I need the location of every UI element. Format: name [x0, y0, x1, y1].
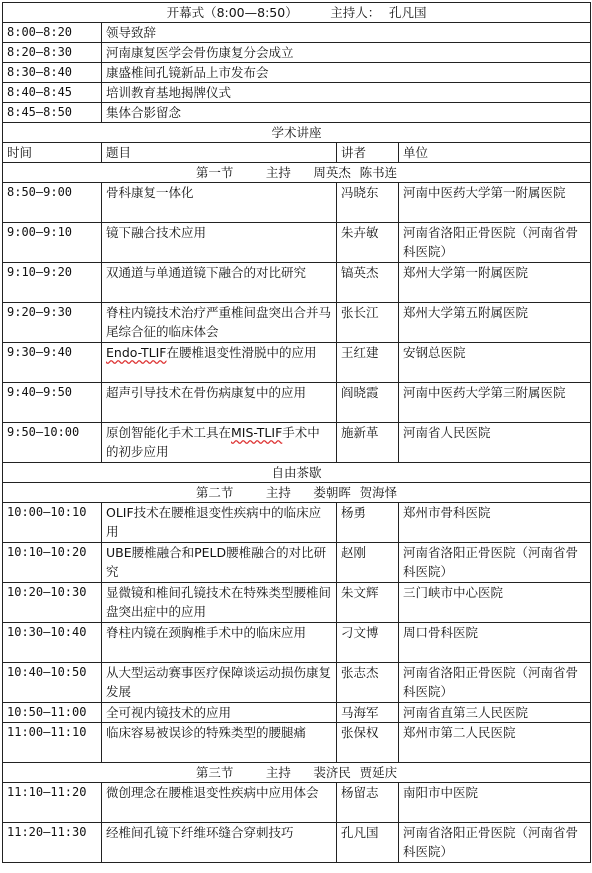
section-host-label: 主持 — [265, 765, 291, 780]
talk-speaker: 张长江 — [337, 303, 399, 343]
opening-item-title: 领导致辞 — [102, 23, 591, 43]
talk-title: 双通道与单通道镜下融合的对比研究 — [102, 263, 337, 303]
column-header-row — [3, 143, 591, 163]
talk-unit: 河南省洛阳正骨医院（河南省骨科医院） — [399, 543, 591, 583]
talk-time: 11:20—11:30 — [3, 823, 102, 863]
talk-speaker: 镐英杰 — [337, 263, 399, 303]
talk-title: 超声引导技术在骨伤病康复中的应用 — [102, 383, 337, 423]
talk-speaker: 张保权 — [337, 723, 399, 763]
talk-row — [3, 623, 591, 663]
section-1-banner — [3, 163, 591, 183]
talk-title: 脊柱内镜在颈胸椎手术中的临床应用 — [102, 623, 337, 663]
talk-unit: 河南省洛阳正骨医院（河南省骨科医院） — [399, 223, 591, 263]
talk-time: 11:00—11:10 — [3, 723, 102, 763]
section-host: 周英杰 — [313, 165, 351, 180]
talk-time: 9:10—9:20 — [3, 263, 102, 303]
academic-banner — [3, 123, 591, 143]
opening-item — [3, 43, 591, 63]
section-name: 第三节 — [195, 765, 234, 780]
talk-title: 脊柱内镜技术治疗严重椎间盘突出合并马尾综合征的临床体会 — [102, 303, 337, 343]
talk-row — [3, 343, 591, 383]
talk-speaker: 朱卉敏 — [337, 223, 399, 263]
header-time: 时间 — [3, 143, 102, 163]
opening-host-name: 孔凡国 — [388, 5, 427, 20]
conference-schedule-table — [2, 2, 591, 863]
talk-time: 10:30—10:40 — [3, 623, 102, 663]
talk-unit: 周口骨科医院 — [399, 623, 591, 663]
talk-speaker: 杨留志 — [337, 783, 399, 823]
talk-unit: 郑州大学第五附属医院 — [399, 303, 591, 343]
section-host: 娄朝晖 — [313, 485, 351, 500]
talk-row — [3, 823, 591, 863]
opening-item — [3, 23, 591, 43]
talk-title-rest: 在腰椎退变性滑脱中的应用 — [166, 345, 317, 360]
talk-time: 9:30—9:40 — [3, 343, 102, 383]
section-2-banner — [3, 483, 591, 503]
talk-time: 10:10—10:20 — [3, 543, 102, 583]
section-host: 贾延庆 — [359, 765, 398, 780]
section-host-label: 主持 — [265, 485, 291, 500]
talk-row — [3, 303, 591, 343]
talk-time: 10:20—10:30 — [3, 583, 102, 623]
talk-unit: 河南中医药大学第三附属医院 — [399, 383, 591, 423]
talk-unit: 三门峡市中心医院 — [399, 583, 591, 623]
talk-unit: 郑州大学第一附属医院 — [399, 263, 591, 303]
opening-item — [3, 83, 591, 103]
talk-unit: 郑州市第二人民医院 — [399, 723, 591, 763]
talk-time: 10:00—10:10 — [3, 503, 102, 543]
talk-title: OLIF技术在腰椎退变性疾病中的临床应用 — [102, 503, 337, 543]
section-host: 陈书连 — [359, 165, 398, 180]
talk-unit: 郑州市骨科医院 — [399, 503, 591, 543]
section-name: 第二节 — [195, 485, 234, 500]
opening-item-title: 康盛椎间孔镜新品上市发布会 — [102, 63, 591, 83]
section-host-label: 主持 — [265, 165, 291, 180]
talk-row — [3, 423, 591, 463]
talk-title: 临床容易被误诊的特殊类型的腰腿痛 — [102, 723, 337, 763]
talk-title-rest: 手术中的初步应用 — [106, 425, 320, 459]
talk-speaker: 施新革 — [337, 423, 399, 463]
talk-row — [3, 703, 591, 723]
talk-unit: 河南省洛阳正骨医院（河南省骨科医院） — [399, 823, 591, 863]
talk-title — [102, 423, 337, 463]
talk-title-prefix: 原创智能化手术工具在 — [106, 425, 232, 440]
opening-item-time: 8:20—8:30 — [3, 43, 102, 63]
talk-time: 10:40—10:50 — [3, 663, 102, 703]
academic-title: 学术讲座 — [3, 123, 591, 143]
section-3-banner — [3, 763, 591, 783]
talk-row — [3, 223, 591, 263]
opening-item-title: 河南康复医学会骨伤康复分会成立 — [102, 43, 591, 63]
talk-speaker: 赵刚 — [337, 543, 399, 583]
header-topic: 题目 — [102, 143, 337, 163]
talk-unit: 河南省直第三人民医院 — [399, 703, 591, 723]
talk-title — [102, 343, 337, 383]
section-host: 裴济民 — [313, 765, 351, 780]
talk-speaker: 冯晓东 — [337, 183, 399, 223]
opening-item-time: 8:40—8:45 — [3, 83, 102, 103]
section-name: 第一节 — [195, 165, 234, 180]
talk-time: 8:50—9:00 — [3, 183, 102, 223]
talk-row — [3, 583, 591, 623]
opening-host-label: 主持人： — [330, 5, 381, 20]
talk-row — [3, 183, 591, 223]
talk-time: 9:00—9:10 — [3, 223, 102, 263]
section-host: 贺海怿 — [359, 485, 398, 500]
talk-row — [3, 723, 591, 763]
talk-speaker: 王红建 — [337, 343, 399, 383]
opening-item-title: 集体合影留念 — [102, 103, 591, 123]
talk-row — [3, 263, 591, 303]
talk-row — [3, 663, 591, 703]
header-unit: 单位 — [399, 143, 591, 163]
talk-speaker: 张志杰 — [337, 663, 399, 703]
talk-title: 显微镜和椎间孔镜技术在特殊类型腰椎间盘突出症中的应用 — [102, 583, 337, 623]
talk-speaker: 马海军 — [337, 703, 399, 723]
break-title: 自由茶歇 — [3, 463, 591, 483]
opening-title: 开幕式（8:00—8:50） — [166, 5, 298, 20]
opening-item-title: 培训教育基地揭牌仪式 — [102, 83, 591, 103]
talk-time: 9:40—9:50 — [3, 383, 102, 423]
talk-speaker: 刁文博 — [337, 623, 399, 663]
talk-row — [3, 383, 591, 423]
talk-time: 9:50—10:00 — [3, 423, 102, 463]
talk-title: 骨科康复一体化 — [102, 183, 337, 223]
talk-speaker: 阎晓霞 — [337, 383, 399, 423]
opening-item — [3, 63, 591, 83]
talk-row — [3, 783, 591, 823]
talk-speaker: 朱文辉 — [337, 583, 399, 623]
talk-title-term: MIS-TLIF — [231, 425, 283, 440]
talk-time: 9:20—9:30 — [3, 303, 102, 343]
opening-item-time: 8:45—8:50 — [3, 103, 102, 123]
talk-row — [3, 503, 591, 543]
talk-unit: 河南中医药大学第一附属医院 — [399, 183, 591, 223]
talk-title: UBE腰椎融合和PELD腰椎融合的对比研究 — [102, 543, 337, 583]
talk-unit: 河南省人民医院 — [399, 423, 591, 463]
talk-title-term: Endo-TLIF — [106, 345, 167, 360]
opening-item-time: 8:00—8:20 — [3, 23, 102, 43]
talk-title: 微创理念在腰椎退变性疾病中应用体会 — [102, 783, 337, 823]
talk-title: 从大型运动赛事医疗保障谈运动损伤康复发展 — [102, 663, 337, 703]
talk-unit: 安钢总医院 — [399, 343, 591, 383]
break-banner — [3, 463, 591, 483]
talk-unit: 河南省洛阳正骨医院（河南省骨科医院） — [399, 663, 591, 703]
talk-row — [3, 543, 591, 583]
opening-item — [3, 103, 591, 123]
opening-banner — [3, 3, 591, 23]
talk-unit: 南阳市中医院 — [399, 783, 591, 823]
talk-time: 10:50—11:00 — [3, 703, 102, 723]
talk-time: 11:10—11:20 — [3, 783, 102, 823]
talk-speaker: 孔凡国 — [337, 823, 399, 863]
talk-title: 镜下融合技术应用 — [102, 223, 337, 263]
talk-title: 全可视内镜技术的应用 — [102, 703, 337, 723]
header-speaker: 讲者 — [337, 143, 399, 163]
talk-speaker: 杨勇 — [337, 503, 399, 543]
talk-title: 经椎间孔镜下纤维环缝合穿刺技巧 — [102, 823, 337, 863]
opening-item-time: 8:30—8:40 — [3, 63, 102, 83]
